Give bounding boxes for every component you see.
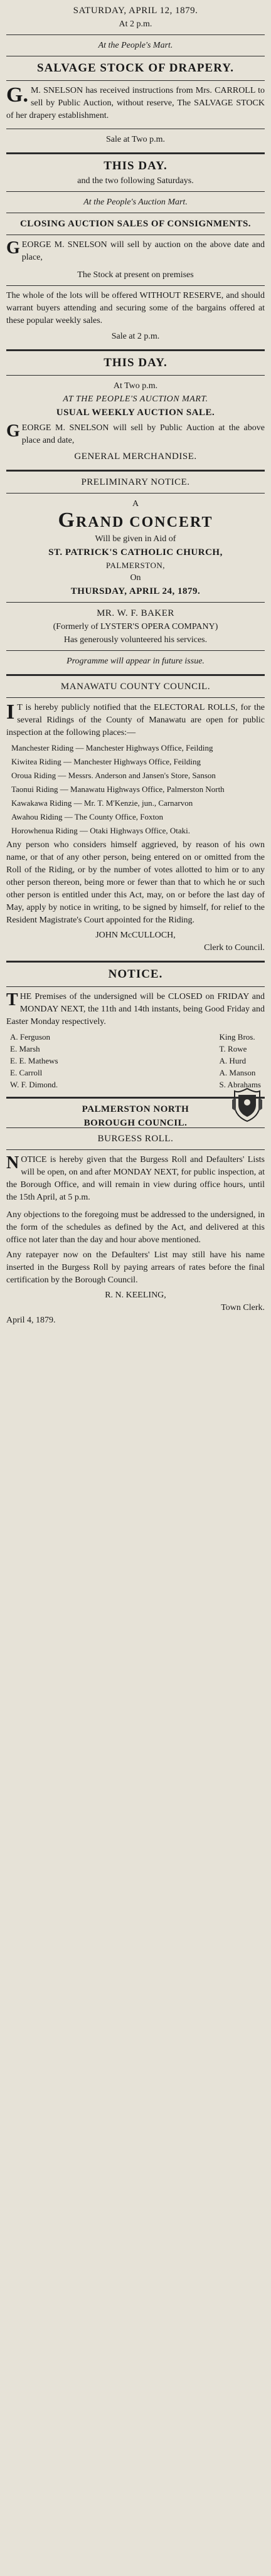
ad5-drop-initial: I bbox=[6, 700, 15, 724]
divider bbox=[6, 986, 265, 987]
ad5-body-text: T is hereby publicly notified that the ELECTORAL ROLLS, for the several Ridings of the County of Manawatu are open for public inspection at the following places:— bbox=[6, 703, 265, 737]
section-rule bbox=[6, 152, 265, 154]
ad6-body bbox=[6, 991, 265, 1028]
ad4-company: (Formerly of LYSTER'S OPERA COMPANY) bbox=[53, 622, 218, 631]
ad4-church: ST. PATRICK'S CATHOLIC CHURCH, bbox=[48, 547, 223, 557]
ad4-title-initial: G bbox=[58, 509, 76, 532]
ad6-drop-initial: T bbox=[6, 990, 18, 1010]
ad5-signer-title: Clerk to Council. bbox=[204, 943, 265, 953]
ad5-signer: JOHN McCULLOCH, bbox=[95, 931, 176, 940]
borough-council-ad bbox=[6, 1100, 265, 1332]
riding-item: Kawakawa Riding — Mr. T. M'Kenzie, jun., Carnarvon bbox=[11, 798, 193, 808]
top-dateline-block bbox=[6, 1, 265, 151]
signatories bbox=[6, 1031, 265, 1090]
riding-item: Awahou Riding — The County Office, Foxton bbox=[11, 812, 164, 821]
ad2-sale: Sale at 2 p.m. bbox=[111, 332, 160, 341]
ad4-on: On bbox=[130, 573, 141, 583]
divider bbox=[6, 493, 265, 494]
signatory: E. Carroll bbox=[10, 1068, 43, 1077]
ad4-title-rest: RAND CONCERT bbox=[75, 514, 213, 531]
divider bbox=[6, 650, 265, 651]
ad4-services: Has generously volunteered his services. bbox=[63, 635, 208, 645]
ad2-place: At the People's Auction Mart. bbox=[83, 198, 188, 207]
easter-closing-notice bbox=[6, 964, 265, 1095]
ad4-performer: MR. W. F. BAKER bbox=[97, 608, 174, 618]
ad7-drop-initial: N bbox=[6, 1153, 19, 1173]
dateline-time: At 2 p.m. bbox=[119, 19, 152, 29]
ad7-roll: BURGESS ROLL. bbox=[97, 1134, 174, 1144]
ad2-headline: THIS DAY. bbox=[104, 159, 167, 172]
signatory: T. Rowe bbox=[219, 1044, 247, 1053]
signatory: A. Hurd bbox=[219, 1056, 247, 1065]
ad7-objections: Any objections to the foregoing must be addressed to the undersigned, in the form of the schedules as defined by the Act, and delivered at this office not later than the day and hour above mentioned. bbox=[6, 1210, 265, 1245]
signatory: W. F. Dimond. bbox=[10, 1080, 58, 1089]
divider bbox=[6, 191, 265, 192]
ad7-ratepayers: Any ratepayer now on the Defaulters' List may still have his name inserted in the Burgess Roll by paying arrears of rates before the final certification by the Borough Council. bbox=[6, 1250, 265, 1285]
signatories-right bbox=[220, 1031, 261, 1090]
riding-item: Horowhenua Riding — Otaki Highways Office, Otaki. bbox=[11, 826, 190, 835]
divider bbox=[6, 697, 265, 698]
section-rule bbox=[6, 349, 265, 351]
ad7-signer-title: Town Clerk. bbox=[221, 1303, 265, 1312]
ad3-body bbox=[6, 422, 265, 447]
ad2-drop-initial: G bbox=[6, 238, 20, 258]
ad5-body bbox=[6, 702, 265, 739]
ridings-list bbox=[6, 742, 265, 837]
ad3-place: AT THE PEOPLE'S AUCTION MART. bbox=[63, 394, 208, 404]
ad1-drop-initial: G. bbox=[6, 83, 28, 107]
ad2-lots: The whole of the lots will be offered WITHOUT RESERVE, and should warrant buyers attending and securing some of the bargains offered at these popular weekly sales. bbox=[6, 291, 265, 325]
ad2-title: CLOSING AUCTION SALES OF CONSIGNMENTS. bbox=[19, 219, 252, 229]
ad3-time: At Two p.m. bbox=[113, 381, 158, 391]
newspaper-column bbox=[6, 0, 265, 1332]
riding-item: Taonui Riding — Manawatu Highways Office, Palmerston North bbox=[11, 784, 225, 794]
signatory: S. Abrahams bbox=[219, 1080, 261, 1089]
divider bbox=[6, 375, 265, 376]
ad3-body-text: EORGE M. SNELSON will sell by Public Auction at the above place and date, bbox=[21, 423, 265, 445]
ad7-title-line1: PALMERSTON NORTH bbox=[82, 1104, 189, 1114]
ad3-drop-initial: G bbox=[6, 421, 20, 441]
signatory: King Bros. bbox=[219, 1032, 255, 1042]
ad2-body bbox=[6, 239, 265, 264]
ad4-town: PALMERSTON, bbox=[106, 561, 165, 570]
signatory: A. Ferguson bbox=[10, 1032, 51, 1042]
ad6-heading: NOTICE. bbox=[108, 968, 163, 981]
ad2-sub: and the two following Saturdays. bbox=[77, 176, 194, 186]
ad4-notice: PRELIMINARY NOTICE. bbox=[81, 477, 190, 487]
ad4-a: A bbox=[132, 499, 139, 509]
divider bbox=[6, 34, 265, 35]
ad1-sale: Sale at Two p.m. bbox=[105, 135, 166, 144]
section-rule bbox=[6, 674, 265, 676]
riding-item: Manchester Riding — Manchester Highways Office, Feilding bbox=[11, 743, 213, 752]
ad6-body-text: HE Premises of the undersigned will be CLOSED on FRIDAY and MONDAY NEXT, the 11th and 14th instants, being Good Friday and Easter Monday respectively. bbox=[6, 992, 265, 1027]
signatories-left bbox=[10, 1031, 58, 1090]
ad5-heading: MANAWATU COUNTY COUNCIL. bbox=[60, 682, 211, 692]
ad3-goods: GENERAL MERCHANDISE. bbox=[74, 451, 197, 462]
signatory: A. Manson bbox=[219, 1068, 256, 1077]
ad7-date: April 4, 1879. bbox=[6, 1316, 56, 1325]
divider bbox=[6, 285, 265, 286]
ad2-stock: The Stock at present on premises bbox=[77, 270, 194, 280]
riding-item: Kiwitea Riding — Manchester Highways Office, Feilding bbox=[11, 757, 201, 766]
closing-auction-ad bbox=[6, 156, 265, 348]
ad1-headline: SALVAGE STOCK OF DRAPERY. bbox=[37, 61, 234, 75]
ad4-date: THURSDAY, APRIL 24, 1879. bbox=[70, 586, 201, 596]
weekly-auction-ad bbox=[6, 352, 265, 468]
grand-concert-ad bbox=[6, 473, 265, 673]
ad4-programme: Programme will appear in future issue. bbox=[66, 657, 205, 666]
ad3-headline: THIS DAY. bbox=[104, 356, 167, 369]
divider bbox=[6, 80, 265, 81]
ad1-body-text: M. SNELSON has received instructions from Mrs. CARROLL to sell by Public Auction, without reserve, The SALVAGE STOCK of her drapery establishment. bbox=[6, 86, 265, 120]
divider bbox=[6, 602, 265, 603]
ad3-title: USUAL WEEKLY AUCTION SALE. bbox=[56, 408, 215, 418]
signatory: E. E. Mathews bbox=[10, 1056, 58, 1065]
divider bbox=[6, 1149, 265, 1150]
ad7-body bbox=[6, 1154, 265, 1204]
manawatu-county-council-ad bbox=[6, 677, 265, 959]
ad7-title-line2: BOROUGH COUNCIL. bbox=[83, 1118, 188, 1128]
ad7-body-text: OTICE is hereby given that the Burgess Roll and Defaulters' Lists will be open, on and after MONDAY NEXT, for public inspection, at the Borough Office, and will remain in view during office hours, until the 15th April, at 5 p.m. bbox=[6, 1155, 265, 1202]
riding-item: Oroua Riding — Messrs. Anderson and Jansen's Store, Sanson bbox=[11, 771, 216, 780]
ad5-objection: Any person who considers himself aggrieved, by reason of his own name, or that of any other person, being entered on or omitted from the Roll of the Riding, or by the number of votes allotted to him or to any other person thereon, being more or fewer than that to which he or such other person is entitled under this Act, may, on or before the last day of May, apply by notice in writing, to be signed by himself, for relief to the Resident Magistrate's Court appointed for the Riding. bbox=[6, 840, 265, 925]
ad7-signer: R. N. KEELING, bbox=[105, 1291, 166, 1300]
ad4-title bbox=[6, 510, 265, 532]
ad1-place: At the People's Mart. bbox=[98, 41, 173, 50]
ad1-body bbox=[6, 85, 265, 122]
section-rule bbox=[6, 470, 265, 472]
dateline: SATURDAY, APRIL 12, 1879. bbox=[73, 6, 198, 16]
section-rule bbox=[6, 961, 265, 963]
ad4-given: Will be given in Aid of bbox=[95, 534, 176, 544]
ad2-body-text: EORGE M. SNELSON will sell by auction on the above date and place, bbox=[21, 240, 265, 262]
signatory: E. Marsh bbox=[10, 1044, 40, 1053]
